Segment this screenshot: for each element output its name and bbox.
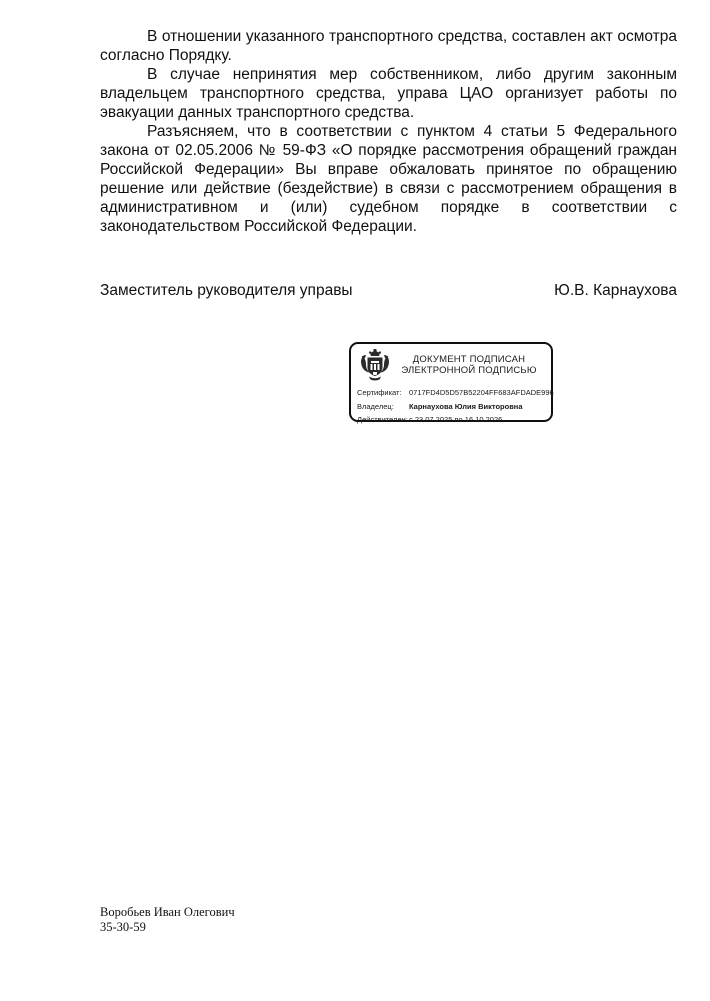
executor-phone: 35-30-59 (100, 920, 146, 934)
stamp-field-label: Действителен: (357, 415, 408, 424)
paragraph: В отношении указанного транспортного средства, составлен акт осмотра согласно Порядку. (100, 28, 677, 64)
paragraph: Разъясняем, что в соответствии с пунктом 4 статьи 5 Федерального закона от 02.05.2006 № 59-ФЗ «О порядке рассмотрения обращений граждан Российской Федерации» Вы вправе обжаловать принятое по обращению решение или действие (бездействие) в связи с рассмотрением обращения в административном и (или) судебном порядке в соответствии с законодательством Российской Федерации. (100, 123, 677, 235)
stamp-field-validity (357, 413, 545, 427)
electronic-signature-stamp (349, 342, 553, 422)
signer-name: Ю.В. Карнаухова (554, 282, 677, 299)
stamp-fields (357, 386, 554, 427)
stamp-title (393, 354, 545, 377)
signer-position: Заместитель руководителя управы (100, 282, 353, 299)
stamp-field-label: Владелец: (357, 401, 394, 411)
stamp-field-certificate (357, 386, 554, 400)
stamp-title-line1: ДОКУМЕНТ ПОДПИСАН (412, 353, 526, 365)
stamp-field-value: 0717FD4D5D57B52204FF683AFDADE996 (409, 388, 554, 397)
executor-name: Воробьев Иван Олегович (100, 905, 235, 919)
stamp-field-label: Сертификат: (357, 388, 402, 397)
stamp-field-owner (357, 400, 545, 414)
coat-of-arms-icon (357, 348, 393, 382)
stamp-field-value: с 23.07.2025 по 16.10.2026 (409, 415, 503, 424)
stamp-header (357, 348, 545, 382)
signature-row (100, 281, 677, 300)
stamp-title-line2: ЭЛЕКТРОННОЙ ПОДПИСЬЮ (401, 365, 537, 376)
paragraph: В случае непринятия мер собственником, либо другим законным владельцем транспортного средства, управа ЦАО организует работы по эвакуации данных транспортного средства. (100, 66, 677, 121)
executor-footer (100, 905, 235, 935)
stamp-field-value: Карнаухова Юлия Викторовна (409, 401, 523, 411)
document-body (100, 27, 677, 236)
